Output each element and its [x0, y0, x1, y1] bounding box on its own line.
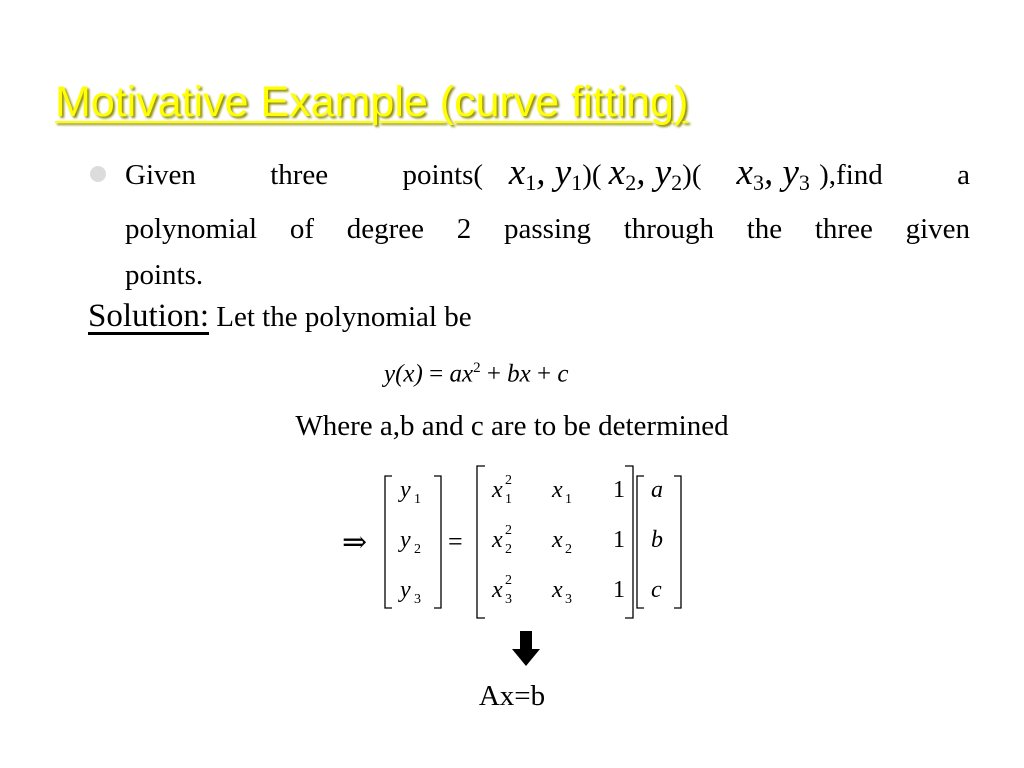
coef-entry: c — [651, 577, 662, 603]
word: degree — [346, 213, 425, 245]
y-subscript: 1 — [414, 492, 421, 507]
word: three — [814, 213, 873, 245]
where-text: Where a,b and c are to be determined — [295, 410, 729, 442]
point-group — [403, 150, 883, 206]
y-entry: y — [400, 577, 411, 603]
a-superscript: 2 — [505, 573, 512, 588]
word: a — [957, 159, 970, 191]
y-vector-bracket — [385, 476, 441, 608]
y-subscript: 3 — [414, 592, 421, 607]
slide-title: Motivative Example (curve fitting) — [55, 78, 689, 126]
a-entry: 1 — [613, 577, 625, 603]
separator: )( — [582, 159, 602, 191]
math-x1: $x_1$, $y_1$ — [508, 152, 583, 195]
a-entry: x — [552, 577, 563, 603]
word: passing — [504, 213, 591, 245]
result-text: Ax=b — [478, 680, 546, 712]
word: the — [746, 213, 783, 245]
y-entry: y — [400, 477, 411, 503]
a-entry: x — [492, 527, 503, 553]
a-entry: x — [552, 527, 563, 553]
a-subscript: 3 — [565, 592, 572, 607]
word: through — [623, 213, 714, 245]
arrow-down-icon — [512, 631, 540, 667]
a-entry: x — [492, 577, 503, 603]
a-subscript: 1 — [505, 492, 512, 507]
bullet-dot — [90, 166, 106, 182]
a-entry: x — [492, 477, 503, 503]
solution-line — [88, 298, 472, 335]
bullet-line-1 — [125, 150, 970, 206]
matrix-equation — [330, 462, 700, 622]
word: three — [270, 159, 329, 191]
a-subscript: 2 — [565, 542, 572, 557]
math-x3: $x_3$, $y_3$ — [736, 152, 810, 195]
solution-label: Solution: — [88, 298, 210, 334]
word: ),find — [819, 159, 883, 191]
a-entry: 1 — [613, 527, 625, 553]
a-subscript: 2 — [505, 542, 512, 557]
bullet-line-3: points. — [125, 259, 204, 291]
a-superscript: 2 — [505, 523, 512, 538]
word: Given — [125, 159, 196, 191]
y-subscript: 2 — [414, 542, 421, 557]
math-x2: $x_2$, $y_2$ — [608, 152, 683, 195]
implies-symbol: ⇒ — [342, 526, 368, 559]
bullet-paragraph — [125, 150, 970, 298]
word: polynomial — [125, 213, 258, 245]
word: given — [905, 213, 970, 245]
a-entry: x — [552, 477, 563, 503]
a-superscript: 2 — [505, 473, 512, 488]
coef-entry: b — [651, 527, 663, 553]
equals-symbol: = — [448, 527, 463, 556]
word: of — [289, 213, 315, 245]
separator: )( — [682, 159, 702, 191]
word: 2 — [456, 213, 472, 245]
bullet-line-2 — [125, 206, 970, 252]
word: points( — [402, 159, 484, 191]
solution-text: Let the polynomial be — [209, 301, 472, 333]
y-entry: y — [400, 527, 411, 553]
a-entry: 1 — [613, 477, 625, 503]
a-subscript: 1 — [565, 492, 572, 507]
a-subscript: 3 — [505, 592, 512, 607]
polynomial-equation: $y(x) = ax^2$ + bx + c — [384, 360, 569, 388]
coef-entry: a — [651, 477, 663, 503]
